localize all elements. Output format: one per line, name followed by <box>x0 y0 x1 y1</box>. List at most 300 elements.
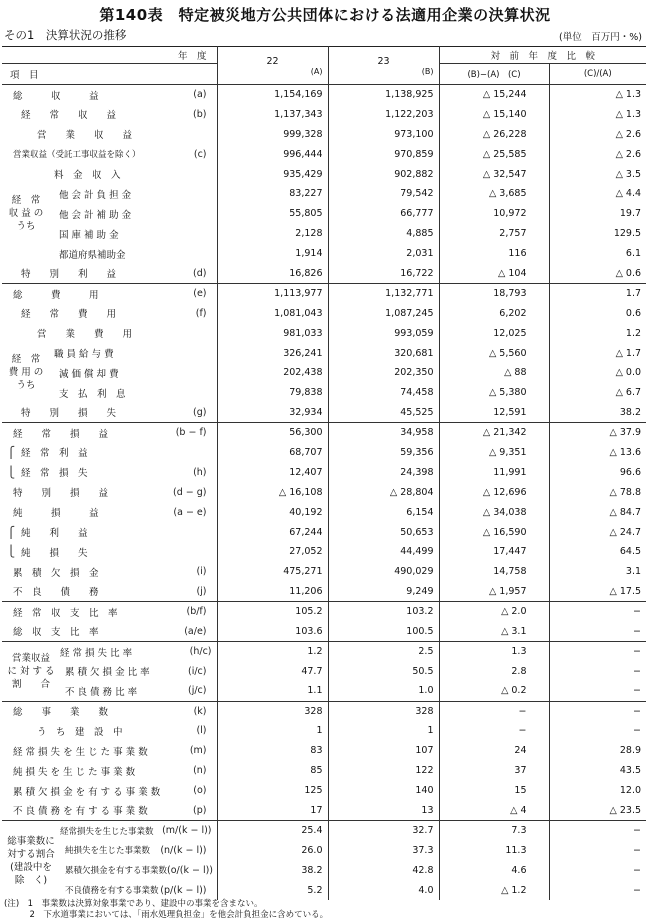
row-label: 累 積 欠 損 金 を 有 す る 事 業 数 <box>13 786 161 798</box>
row-label: 総 事 業 数 <box>13 707 109 719</box>
value-2023: 13 <box>328 801 439 821</box>
row-label-cell <box>2 283 217 303</box>
row-label: 料 金 収 入 <box>54 170 121 181</box>
row-label-cell <box>2 443 217 463</box>
row-label: 減 価 償 却 費 <box>59 368 119 380</box>
ratio-value: 6.1 <box>549 244 646 264</box>
value-2023: 103.2 <box>328 602 439 622</box>
row-code: (a/e) <box>184 625 207 637</box>
diff-value: △ 9,351 <box>439 443 549 463</box>
table-row <box>2 164 646 184</box>
row-label-cell <box>2 761 217 781</box>
row-label: 総 収 支 比 率 <box>13 627 99 639</box>
table-row <box>2 562 646 582</box>
table-row <box>2 204 646 224</box>
table-row <box>2 701 646 721</box>
diff-value: 11.3 <box>439 840 549 860</box>
header-ratio: (C)/(A) <box>549 64 646 85</box>
table-body <box>2 85 646 901</box>
diff-value: 18,793 <box>439 283 549 303</box>
ratio-value: 19.7 <box>549 204 646 224</box>
table-row <box>2 443 646 463</box>
diff-value: △ 26,228 <box>439 124 549 144</box>
table-row <box>2 423 646 443</box>
table-row <box>2 582 646 602</box>
value-2022: 1.2 <box>217 641 328 661</box>
value-2023: 973,100 <box>328 124 439 144</box>
ratio-value: 38.2 <box>549 403 646 423</box>
value-2023: 79,542 <box>328 184 439 204</box>
row-label-cell <box>2 482 217 502</box>
diff-value: △ 15,140 <box>439 104 549 124</box>
diff-value: 12,025 <box>439 323 549 343</box>
value-2022: 79,838 <box>217 383 328 403</box>
row-label: 経 常 損 失 を 生 じ た 事 業 数 <box>13 746 148 758</box>
footnotes <box>4 899 328 920</box>
row-label-cell <box>2 741 217 761</box>
value-2022: 27,052 <box>217 542 328 562</box>
value-2023: 1,122,203 <box>328 104 439 124</box>
diff-value: 15 <box>439 781 549 801</box>
ratio-value: − <box>549 622 646 642</box>
value-2023: 202,350 <box>328 363 439 383</box>
value-2022: 12,407 <box>217 462 328 482</box>
group-label: 総事業数に 対する割合 (建設中を 除 く) <box>7 835 55 886</box>
row-code: (o/(k − l)) <box>167 864 213 876</box>
value-2023: 100.5 <box>328 622 439 642</box>
ratio-value: 129.5 <box>549 224 646 244</box>
row-code: (i/c) <box>188 665 207 677</box>
diff-value: △ 4 <box>439 801 549 821</box>
row-code: (n) <box>193 765 207 777</box>
value-2022: 17 <box>217 801 328 821</box>
diff-value: 24 <box>439 741 549 761</box>
row-label: 純損失を生じた事業数 <box>65 846 151 857</box>
diff-value: △ 2.0 <box>439 602 549 622</box>
row-label: 経 常 収 支 比 率 <box>13 607 118 619</box>
header-col-22-label: 22 <box>266 55 279 67</box>
ratio-value: − <box>549 820 646 840</box>
table-row <box>2 602 646 622</box>
value-2022: 1,137,343 <box>217 104 328 124</box>
value-2023: 122 <box>328 761 439 781</box>
ratio-value: 0.6 <box>549 303 646 323</box>
footnote-1: (注) 1 事業数は決算対象事業であり、建設中の事業を含まない。 <box>4 899 263 909</box>
ratio-value: △ 2.6 <box>549 124 646 144</box>
value-2022: 56,300 <box>217 423 328 443</box>
value-2023: 6,154 <box>328 502 439 522</box>
group-label: 経 常 収 益 のうち <box>8 195 44 233</box>
table-row <box>2 343 646 363</box>
table-row <box>2 303 646 323</box>
ratio-value: △ 2.6 <box>549 144 646 164</box>
diff-value: − <box>439 701 549 721</box>
row-label: 経常損失を生じた事業数 <box>60 826 154 837</box>
footnote-2: 2 下水道事業においては、「雨水処理負担金」を他会計負担金に含めている。 <box>4 909 329 920</box>
row-label-cell <box>2 602 217 622</box>
row-code: (b − f) <box>175 427 207 439</box>
value-2022: 1 <box>217 721 328 741</box>
row-label-cell <box>2 562 217 582</box>
diff-value: 2,757 <box>439 224 549 244</box>
table-row <box>2 781 646 801</box>
row-label: 特 別 損 失 <box>21 408 117 420</box>
row-code: (j) <box>196 585 207 597</box>
table-row <box>2 721 646 741</box>
row-label-cell <box>2 124 217 144</box>
table-row <box>2 820 646 840</box>
diff-value: 12,591 <box>439 403 549 423</box>
value-2022: 83,227 <box>217 184 328 204</box>
row-code: (m/(k − l)) <box>162 825 212 837</box>
row-label: 経 常 損 失 比 率 <box>60 647 133 659</box>
ratio-value: − <box>549 701 646 721</box>
value-2023: 24,398 <box>328 462 439 482</box>
ratio-value: △ 3.5 <box>549 164 646 184</box>
row-label-cell <box>2 303 217 323</box>
value-2023: 2.5 <box>328 641 439 661</box>
row-label: 他 会 計 補 助 金 <box>59 209 132 221</box>
ratio-value: − <box>549 721 646 741</box>
diff-value: △ 1.2 <box>439 880 549 900</box>
header-col-22-sub: (A) <box>310 66 323 76</box>
ratio-value: − <box>549 860 646 880</box>
table-row <box>2 741 646 761</box>
table-row <box>2 462 646 482</box>
ratio-value: 96.6 <box>549 462 646 482</box>
row-label-cell <box>2 403 217 423</box>
diff-value: 17,447 <box>439 542 549 562</box>
section-subtitle: その1 決算状況の推移 <box>4 28 127 42</box>
table-row <box>2 522 646 542</box>
diff-value: △ 5,560 <box>439 343 549 363</box>
unit-label: (単位 百万円・%) <box>559 32 642 43</box>
row-code: (a − e) <box>173 506 207 518</box>
row-label-cell <box>2 542 217 562</box>
value-2022: 202,438 <box>217 363 328 383</box>
row-code: (a) <box>193 89 207 101</box>
value-2022: 1,154,169 <box>217 85 328 105</box>
table-row <box>2 323 646 343</box>
group-label: 営業収益 に 対 す る 割 合 <box>7 653 55 691</box>
value-2022: 38.2 <box>217 860 328 880</box>
row-label-cell <box>2 323 217 343</box>
row-label: 総 費 用 <box>13 289 99 301</box>
row-code: (k) <box>193 705 207 717</box>
value-2023: 44,499 <box>328 542 439 562</box>
value-2023: 970,859 <box>328 144 439 164</box>
table-row <box>2 403 646 423</box>
value-2022: 83 <box>217 741 328 761</box>
row-label-cell <box>2 462 217 482</box>
diff-value: △ 32,547 <box>439 164 549 184</box>
row-label: 経 常 損 失 <box>21 468 88 480</box>
header-col-23 <box>328 47 439 85</box>
group-label: 経 常 費 用 のうち <box>8 354 44 392</box>
row-code: (b) <box>193 108 207 120</box>
value-2022: △ 16,108 <box>217 482 328 502</box>
row-label-cell <box>2 781 217 801</box>
ratio-value: − <box>549 880 646 900</box>
ratio-value: △ 0.0 <box>549 363 646 383</box>
ratio-value: △ 84.7 <box>549 502 646 522</box>
row-label-cell <box>2 701 217 721</box>
row-code: (d − g) <box>173 486 207 498</box>
table-row <box>2 482 646 502</box>
row-code: (h/c) <box>189 646 212 658</box>
diff-value: − <box>439 721 549 741</box>
row-label-cell <box>2 522 217 542</box>
diff-value: 116 <box>439 244 549 264</box>
diff-value: 37 <box>439 761 549 781</box>
value-2023: △ 28,804 <box>328 482 439 502</box>
table-row <box>2 144 646 164</box>
row-label: 経 常 費 用 <box>21 309 117 321</box>
row-code: (p/(k − l)) <box>160 884 207 896</box>
ratio-value: △ 6.7 <box>549 383 646 403</box>
table-row <box>2 661 646 681</box>
header-comparison: 対 前 年 度 比 較 <box>439 47 646 64</box>
diff-value: 2.8 <box>439 661 549 681</box>
row-label: 職 員 給 与 費 <box>54 349 114 361</box>
table-row <box>2 860 646 880</box>
diff-value: 10,972 <box>439 204 549 224</box>
row-label: 特 別 利 益 <box>21 269 117 281</box>
value-2023: 107 <box>328 741 439 761</box>
value-2023: 1.0 <box>328 681 439 701</box>
row-label-cell <box>2 104 217 124</box>
header-nendo: 年 度 <box>177 51 207 62</box>
row-label: 累 積 欠 損 金 <box>13 567 99 579</box>
table-row <box>2 622 646 642</box>
table-row <box>2 840 646 860</box>
value-2023: 59,356 <box>328 443 439 463</box>
header-col-23-sub: (B) <box>421 66 434 76</box>
value-2023: 1,132,771 <box>328 283 439 303</box>
value-2023: 9,249 <box>328 582 439 602</box>
value-2022: 328 <box>217 701 328 721</box>
diff-value: △ 104 <box>439 264 549 284</box>
row-label: 経 常 収 益 <box>21 110 117 122</box>
value-2023: 1,138,925 <box>328 85 439 105</box>
diff-value: △ 34,038 <box>439 502 549 522</box>
value-2022: 68,707 <box>217 443 328 463</box>
row-code: (h) <box>193 466 207 478</box>
row-label: 不 良 債 務 比 率 <box>65 686 138 698</box>
value-2023: 1,087,245 <box>328 303 439 323</box>
table-row <box>2 244 646 264</box>
diff-value: △ 3,685 <box>439 184 549 204</box>
row-label: 不 良 債 務 <box>13 587 99 599</box>
table-row <box>2 363 646 383</box>
value-2022: 999,328 <box>217 124 328 144</box>
value-2023: 16,722 <box>328 264 439 284</box>
table-row <box>2 283 646 303</box>
value-2023: 50,653 <box>328 522 439 542</box>
value-2023: 4.0 <box>328 880 439 900</box>
row-label: 純 損 失 <box>21 547 88 559</box>
ratio-value: △ 78.8 <box>549 482 646 502</box>
value-2022: 11,206 <box>217 582 328 602</box>
ratio-value: 3.1 <box>549 562 646 582</box>
row-label-cell <box>2 85 217 105</box>
row-label-cell <box>2 423 217 443</box>
row-code: (j/c) <box>188 685 207 697</box>
row-label: 営 業 収 益 <box>37 130 133 142</box>
diff-value: △ 3.1 <box>439 622 549 642</box>
brace-icon: ⎧ <box>7 525 16 539</box>
value-2022: 996,444 <box>217 144 328 164</box>
table-row <box>2 264 646 284</box>
row-label-cell <box>2 622 217 642</box>
ratio-value: △ 1.7 <box>549 343 646 363</box>
value-2022: 125 <box>217 781 328 801</box>
row-label-cell <box>2 144 217 164</box>
value-2022: 55,805 <box>217 204 328 224</box>
header-col-23-label: 23 <box>377 55 390 67</box>
brace-icon: ⎩ <box>7 545 16 559</box>
row-label: 国 庫 補 助 金 <box>59 229 119 241</box>
diff-value: △ 5,380 <box>439 383 549 403</box>
value-2023: 320,681 <box>328 343 439 363</box>
row-code: (g) <box>193 406 207 418</box>
ratio-value: △ 23.5 <box>549 801 646 821</box>
value-2023: 34,958 <box>328 423 439 443</box>
diff-value: 4.6 <box>439 860 549 880</box>
value-2022: 40,192 <box>217 502 328 522</box>
row-code: (m) <box>189 745 207 757</box>
table-row <box>2 681 646 701</box>
value-2023: 140 <box>328 781 439 801</box>
ratio-value: 1.2 <box>549 323 646 343</box>
row-code: (p) <box>193 804 207 816</box>
value-2022: 2,128 <box>217 224 328 244</box>
value-2023: 902,882 <box>328 164 439 184</box>
row-code: (o) <box>193 785 207 797</box>
table-row <box>2 502 646 522</box>
table-row <box>2 801 646 821</box>
diff-value: △ 1,957 <box>439 582 549 602</box>
ratio-value: △ 17.5 <box>549 582 646 602</box>
header-col-22 <box>217 47 328 85</box>
row-code: (b/f) <box>186 606 207 618</box>
value-2022: 26.0 <box>217 840 328 860</box>
table-row <box>2 124 646 144</box>
row-label: 特 別 損 益 <box>13 488 109 500</box>
ratio-value: △ 37.9 <box>549 423 646 443</box>
page-title: 第140表 特定被災地方公共団体における法適用企業の決算状況 <box>99 6 551 24</box>
ratio-value: △ 0.6 <box>549 264 646 284</box>
table-row <box>2 542 646 562</box>
row-code: (l) <box>196 725 207 737</box>
row-label: 累 積 欠 損 金 比 率 <box>65 667 150 679</box>
value-2022: 1.1 <box>217 681 328 701</box>
row-label-cell <box>2 502 217 522</box>
row-code: (f) <box>195 307 207 319</box>
value-2023: 4,885 <box>328 224 439 244</box>
ratio-value: △ 1.3 <box>549 85 646 105</box>
ratio-value: △ 1.3 <box>549 104 646 124</box>
value-2023: 490,029 <box>328 562 439 582</box>
ratio-value: △ 4.4 <box>549 184 646 204</box>
value-2023: 45,525 <box>328 403 439 423</box>
row-code: (d) <box>193 267 207 279</box>
value-2022: 5.2 <box>217 880 328 900</box>
table-row <box>2 383 646 403</box>
ratio-value: △ 13.6 <box>549 443 646 463</box>
diff-value: 6,202 <box>439 303 549 323</box>
value-2022: 32,934 <box>217 403 328 423</box>
value-2022: 105.2 <box>217 602 328 622</box>
value-2022: 981,033 <box>217 323 328 343</box>
value-2022: 475,271 <box>217 562 328 582</box>
value-2023: 328 <box>328 701 439 721</box>
brace-icon: ⎧ <box>7 445 16 459</box>
ratio-value: 64.5 <box>549 542 646 562</box>
diff-value: 7.3 <box>439 820 549 840</box>
table-row <box>2 224 646 244</box>
ratio-value: − <box>549 681 646 701</box>
value-2023: 66,777 <box>328 204 439 224</box>
value-2022: 1,113,977 <box>217 283 328 303</box>
value-2022: 25.4 <box>217 820 328 840</box>
value-2023: 993,059 <box>328 323 439 343</box>
ratio-value: − <box>549 641 646 661</box>
diff-value: △ 16,590 <box>439 522 549 542</box>
diff-value: △ 12,696 <box>439 482 549 502</box>
row-label: 経 常 利 益 <box>21 448 88 460</box>
table-row <box>2 184 646 204</box>
value-2022: 85 <box>217 761 328 781</box>
value-2023: 2,031 <box>328 244 439 264</box>
row-label: 不 良 債 務 を 有 す る 事 業 数 <box>13 806 148 818</box>
value-2023: 42.8 <box>328 860 439 880</box>
row-code: (c) <box>193 148 207 160</box>
row-label: 営業収益（受託工事収益を除く） <box>13 150 141 161</box>
value-2022: 103.6 <box>217 622 328 642</box>
diff-value: △ 25,585 <box>439 144 549 164</box>
ratio-value: − <box>549 840 646 860</box>
diff-value: △ 15,244 <box>439 85 549 105</box>
value-2023: 1 <box>328 721 439 741</box>
row-label-cell <box>2 264 217 284</box>
value-2022: 935,429 <box>217 164 328 184</box>
row-label: 純 損 失 を 生 じ た 事 業 数 <box>13 766 136 778</box>
row-label: 都道府県補助金 <box>59 249 126 261</box>
value-2023: 32.7 <box>328 820 439 840</box>
row-code: (e) <box>193 288 207 300</box>
header-koumoku: 項 目 <box>10 70 39 81</box>
value-2022: 47.7 <box>217 661 328 681</box>
row-label-cell <box>2 582 217 602</box>
row-label-cell <box>2 801 217 821</box>
row-code: (i) <box>196 566 207 578</box>
value-2022: 326,241 <box>217 343 328 363</box>
row-label-cell <box>2 721 217 741</box>
header-diff: (B)−(A) (C) <box>439 64 549 85</box>
row-label: 純 損 益 <box>13 508 99 520</box>
row-label: 経 常 損 益 <box>13 428 109 440</box>
row-label: 純 利 益 <box>21 528 88 540</box>
diff-value: 14,758 <box>439 562 549 582</box>
value-2022: 1,914 <box>217 244 328 264</box>
table-row <box>2 761 646 781</box>
value-2022: 1,081,043 <box>217 303 328 323</box>
brace-icon: ⎩ <box>7 465 16 479</box>
ratio-value: △ 24.7 <box>549 522 646 542</box>
value-2023: 74,458 <box>328 383 439 403</box>
row-label: 営 業 費 用 <box>37 329 133 341</box>
